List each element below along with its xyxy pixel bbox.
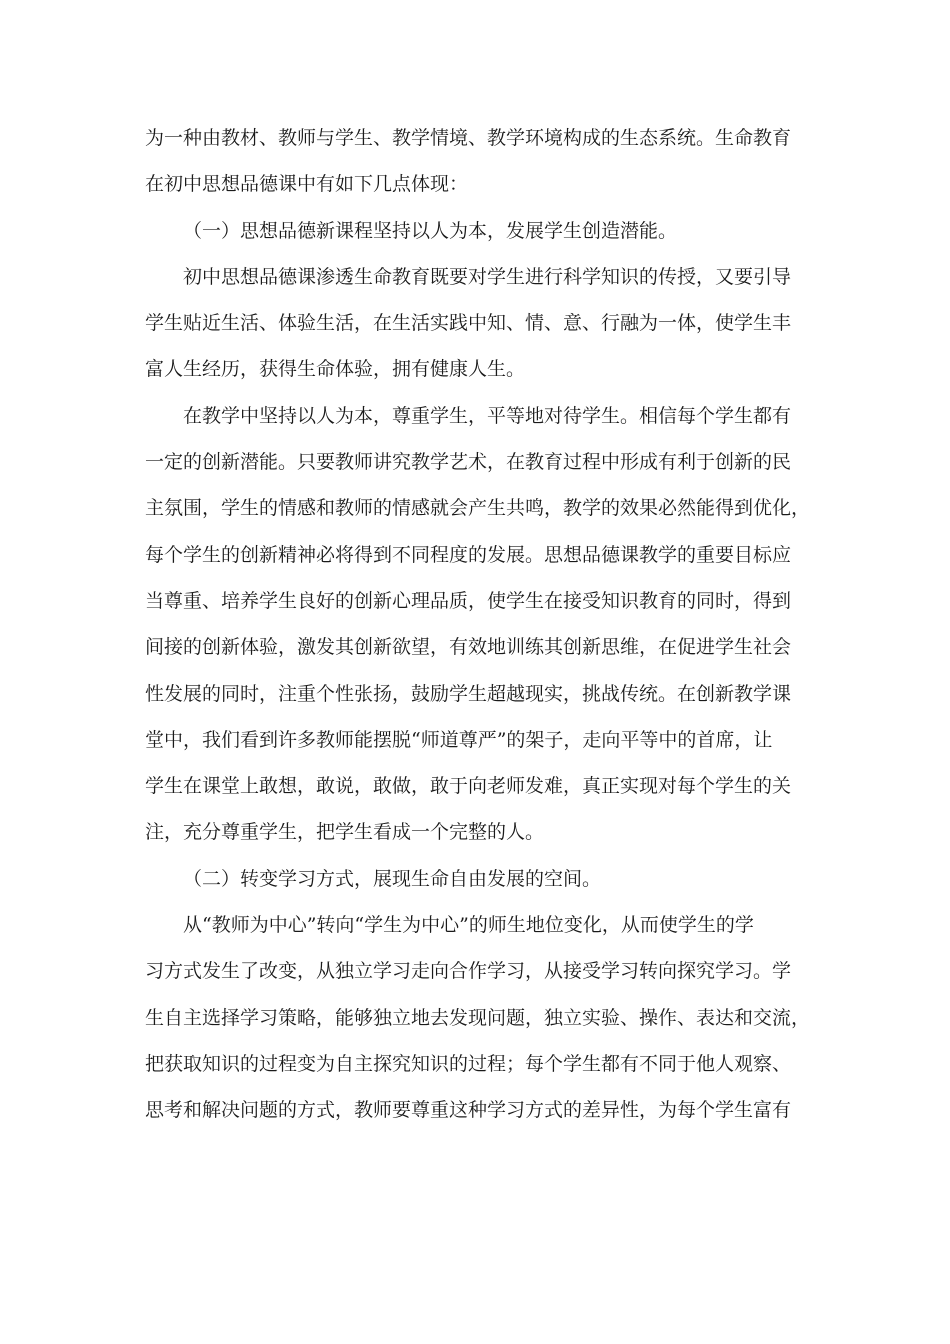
text-line: 初中思想品德课渗透生命教育既要对学生进行科学知识的传授，又要引导 <box>183 265 792 288</box>
text-line: 为一种由教材、教师与学生、教学情境、教学环境构成的生态系统。生命教育 <box>145 127 792 149</box>
text-line: 富人生经历，获得生命体验，拥有健康人生。 <box>145 358 526 381</box>
section-heading-2: （二）转变学习方式，展现生命自由发展的空间。 <box>183 867 602 890</box>
text-line: 性发展的同时，注重个性张扬，鼓励学生超越现实，挑战传统。在创新教学课 <box>145 682 792 705</box>
text-line: 学生贴近生活、体验生活，在生活实践中知、情、意、行融为一体，使学生丰 <box>145 312 792 335</box>
text-line: 习方式发生了改变，从独立学习走向合作学习，从接受学习转向探究学习。学 <box>145 960 792 983</box>
text-line: 生自主选择学习策略，能够独立地去发现问题，独立实验、操作、表达和交流， <box>145 1006 811 1029</box>
text-line: 堂中，我们看到许多教师能摆脱“师道尊严”的架子，走向平等中的首席，让 <box>145 728 773 751</box>
text-line: 间接的创新体验，激发其创新欲望，有效地训练其创新思维，在促进学生社会 <box>145 636 792 659</box>
text-line: 在教学中坚持以人为本，尊重学生，平等地对待学生。相信每个学生都有 <box>183 404 792 427</box>
text-line: 当尊重、培养学生良好的创新心理品质，使学生在接受知识教育的同时，得到 <box>145 589 792 612</box>
text-line: 每个学生的创新精神必将得到不同程度的发展。思想品德课教学的重要目标应 <box>145 543 792 566</box>
text-line: 学生在课堂上敢想，敢说，敢做，敢于向老师发难，真正实现对每个学生的关 <box>145 775 792 798</box>
section-heading-1: （一）思想品德新课程坚持以人为本，发展学生创造潜能。 <box>183 219 678 242</box>
text-line: 主氛围，学生的情感和教师的情感就会产生共鸣，教学的效果必然能得到优化， <box>145 497 811 520</box>
text-line: 注，充分尊重学生，把学生看成一个完整的人。 <box>145 821 545 844</box>
text-line: 把获取知识的过程变为自主探究知识的过程；每个学生都有不同于他人观察、 <box>145 1052 792 1075</box>
text-line: 一定的创新潜能。只要教师讲究教学艺术，在教育过程中形成有利于创新的民 <box>145 451 792 474</box>
text-line: 从“教师为中心”转向“学生为中心”的师生地位变化，从而使学生的学 <box>183 914 754 937</box>
body-text <box>145 115 820 1134</box>
text-line: 在初中思想品德课中有如下几点体现： <box>145 173 469 196</box>
text-line: 思考和解决问题的方式，教师要尊重这种学习方式的差异性，为每个学生富有 <box>145 1099 792 1122</box>
